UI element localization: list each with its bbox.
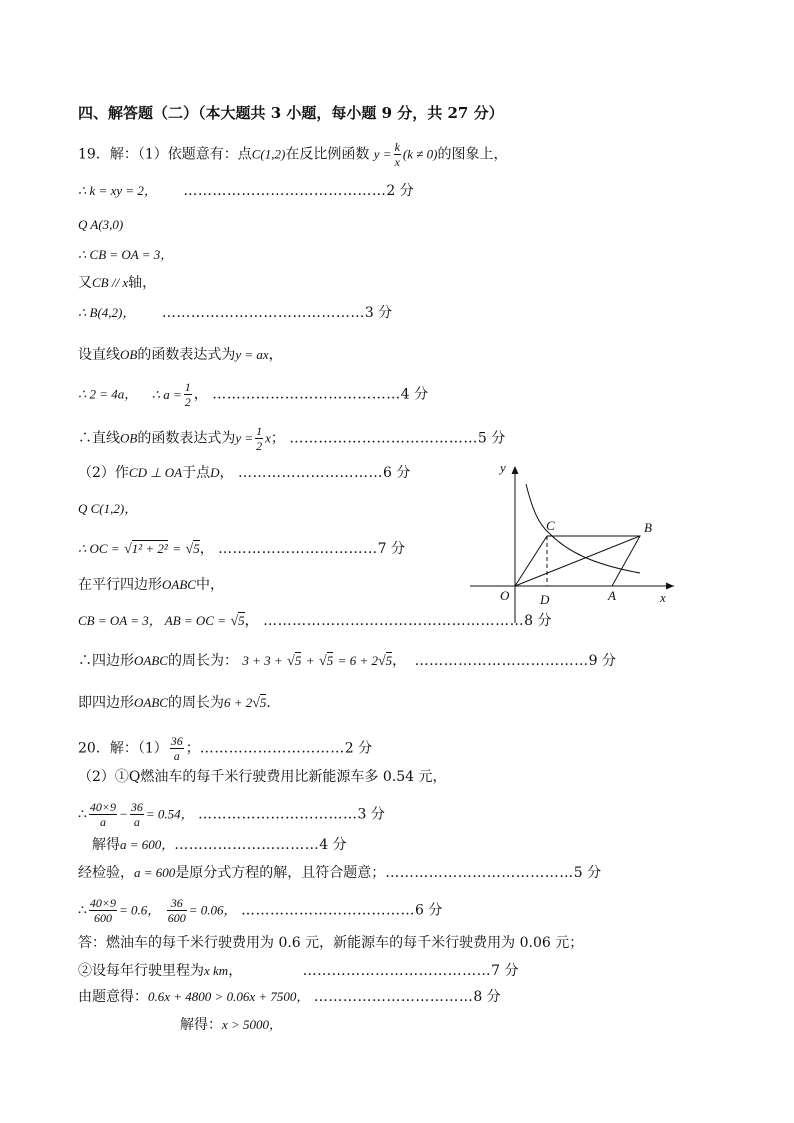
q19-l8-num: 1 xyxy=(256,424,263,438)
q19-l8-expr: y = xyxy=(235,430,254,446)
q19-l9-score: 6 分 xyxy=(382,465,411,481)
q19-line-3: ∴ CB = OA = 3， xyxy=(78,247,174,262)
q20-l6-score: 6 分 xyxy=(415,902,443,919)
q20-l4-expr: a = 600， xyxy=(120,837,175,852)
q19-l9-d: D xyxy=(210,465,220,480)
q19-l6-expr: y = ax xyxy=(235,347,269,362)
q20-l5-expr: a = 600 xyxy=(134,865,176,880)
q19-l13-expr: CB = OA = 3， AB = OC = xyxy=(78,613,227,628)
q19-l14-r2: 5 xyxy=(326,653,334,668)
q19-l6-post: ， xyxy=(268,347,283,363)
q20-l8-expr: x km xyxy=(204,963,229,978)
q19-func-lhs: y = xyxy=(373,146,392,162)
y-axis-arrow xyxy=(512,466,519,474)
q20-l6-frac1 xyxy=(89,896,117,925)
q19-line-9 xyxy=(78,464,410,482)
q19-l13-rad: 5 xyxy=(238,613,245,628)
q19-l11-post: ， xyxy=(199,541,214,557)
q20-line-1 xyxy=(78,734,372,763)
q19-l9-post: ， xyxy=(219,465,234,481)
q19-l11-eq: = xyxy=(172,541,182,556)
q20-l5-post: 是原分式方程的解，且符合题意； xyxy=(175,865,386,881)
q19-l11-radicand: 1² + 2² xyxy=(131,541,168,556)
q19-line-4 xyxy=(78,274,156,292)
q19-l9-expr: CD ⊥ OA xyxy=(128,465,183,480)
q19-l8-x: x xyxy=(265,430,271,446)
q19-line-5 xyxy=(78,304,392,322)
q19-intro xyxy=(78,140,507,169)
q19-line-7 xyxy=(78,380,428,409)
q19-l4-post: 轴， xyxy=(128,275,157,291)
label-o: O xyxy=(500,588,510,603)
q19-line-2: Q A(3,0) xyxy=(78,217,124,232)
q19-intro-point: C(1,2) xyxy=(251,146,286,162)
q20-line-4 xyxy=(92,836,347,854)
q20-l5-score: 5 分 xyxy=(573,865,602,881)
q20-l3-frac1 xyxy=(89,800,117,829)
q19-l6-pre: 设直线 xyxy=(78,347,120,363)
q19-l7-den: 2 xyxy=(184,395,191,409)
q19-func-frac xyxy=(394,140,401,169)
q19-l7-num: 1 xyxy=(184,380,191,394)
q20-l5-dots: ………………………………… xyxy=(385,865,574,881)
q19-l1-score: 2 分 xyxy=(386,183,414,199)
q19-line-12 xyxy=(78,576,224,594)
q19-l5-expr: ∴ B(4,2)， xyxy=(78,305,136,320)
q19-l7-expr2: ∴ a = xyxy=(151,386,182,402)
q20-l3-num1: 40×9 xyxy=(89,800,117,814)
q19-l5-score: 3 分 xyxy=(364,305,393,321)
section-heading: 四、解答题（二）（本大题共 3 小题，每小题 9 分，共 27 分） xyxy=(78,104,504,122)
q19-l13-dots: ……………………………………………… xyxy=(263,613,525,629)
q20-l1-pre: 20．解：（1） xyxy=(78,740,168,757)
q19-l15-post: ． xyxy=(266,695,281,711)
q19-intro-suffix: 的图象上， xyxy=(437,146,508,163)
q19-l11-expr: ∴ OC = xyxy=(78,541,120,556)
label-x: x xyxy=(660,590,666,605)
q20-l6-num2: 36 xyxy=(167,896,187,911)
q19-l14-score: 9 分 xyxy=(588,653,616,669)
q20-l10-expr: x > 5000， xyxy=(222,1017,283,1032)
q19-line-11: ∴ OC = √1² + 2² = √5， ……………………………7 分 xyxy=(78,541,406,557)
q19-func-num: k xyxy=(394,140,400,154)
q20-l6-pre: ∴ xyxy=(78,902,87,919)
q19-func-den: x xyxy=(394,155,400,169)
q20-l6-frac2 xyxy=(167,896,187,925)
q20-l5-pre: 经检验， xyxy=(78,865,134,881)
q19-l15-pre: 即四边形 xyxy=(78,695,134,711)
q19-l8-pre: ∴直线 xyxy=(78,430,120,447)
q19-l7-dots: ………………………………… xyxy=(212,386,401,403)
q19-l11-rad5: 5 xyxy=(193,541,200,556)
q19-line-14: ∴四边形OABC的周长为： 3 + 3 + √5 + √5 = 6 + 2√5， ………………………………9 分 xyxy=(78,653,616,669)
q20-l3-frac2 xyxy=(130,800,144,829)
q19-l7-frac xyxy=(184,380,192,409)
q19-l4-expr: CB // x xyxy=(92,275,129,290)
q20-l4-score: 4 分 xyxy=(319,837,347,853)
q20-l1-den: a xyxy=(173,749,180,763)
q20-l1-post: ； xyxy=(185,740,200,757)
q19-l14-r3: 5 xyxy=(385,653,393,668)
parallelogram-figure xyxy=(462,458,682,628)
q20-l1-num: 36 xyxy=(170,734,183,748)
q19-l8-dots: ………………………………… xyxy=(289,430,478,447)
q20-l4-pre: 解得 xyxy=(92,837,120,853)
q19-l8-den: 2 xyxy=(256,439,263,453)
q19-l7-expr1: ∴ 2 = 4a， xyxy=(78,386,138,402)
q20-l3-eq: = 0.54， xyxy=(145,806,194,822)
q19-line-13: CB = OA = 3， AB = OC = √5， ………………………………………………8 分 xyxy=(78,613,552,629)
q20-l10-pre: 解得： xyxy=(180,1017,222,1033)
q20-l3-den1: a xyxy=(99,815,106,829)
q19-l5-dots: …………………………………… xyxy=(161,305,365,321)
q19-l14-plus: + xyxy=(305,653,315,668)
q19-l8-ob: OB xyxy=(120,430,138,446)
q19-line-8 xyxy=(78,424,505,453)
q19-l14-eq: = 6 + 2 xyxy=(337,653,378,668)
q19-l6-ob: OB xyxy=(120,347,138,362)
q20-l6-den1: 600 xyxy=(93,911,112,925)
q19-l12-pre: 在平行四边形 xyxy=(78,577,162,593)
q20-l4-dots: ………………………… xyxy=(174,837,320,853)
q19-l8-frac xyxy=(255,424,263,453)
label-a: A xyxy=(608,588,616,603)
label-b: B xyxy=(644,520,652,535)
q19-line-15: 即四边形OABC的周长为6 + 2√5． xyxy=(78,695,281,711)
q19-intro-mid: 在反比例函数 xyxy=(285,146,370,163)
q19-l15-rad: 5 xyxy=(259,695,267,710)
q19-l12-name: OABC xyxy=(162,577,196,592)
q20-l3-score: 3 分 xyxy=(357,806,385,823)
q20-l9-pre: 由题意得： xyxy=(78,989,148,1005)
q19-l9-dots: ………………………… xyxy=(237,465,383,481)
q20-l3-minus: − xyxy=(119,806,128,822)
q20-l1-dots: ………………………… xyxy=(199,740,345,757)
q19-l13-score: 8 分 xyxy=(524,613,552,629)
q19-l7-score: 4 分 xyxy=(400,386,429,403)
q20-l1-score: 2 分 xyxy=(344,740,373,757)
q19-l11-score: 7 分 xyxy=(377,541,406,557)
q20-line-6 xyxy=(78,896,442,925)
q20-line-7: 答：燃油车的每千米行驶费用为 0.6 元，新能源车的每千米行驶费用为 0.06 元； xyxy=(78,935,584,951)
q19-l8-score: 5 分 xyxy=(477,430,506,447)
q20-l6-num1: 40×9 xyxy=(89,896,117,910)
q19-l7-comma: ， xyxy=(193,386,208,403)
q19-l14-dots: ……………………………… xyxy=(414,653,589,669)
q19-l14-post: ， xyxy=(392,653,407,669)
q20-l6-eq1: = 0.6， xyxy=(119,902,161,918)
q20-line-2: （2）①Q燃油车的每千米行驶费用比新能源车多 0.54 元， xyxy=(78,769,447,785)
q19-l15-name: OABC xyxy=(134,695,168,710)
q19-l14-pre: ∴四边形 xyxy=(78,653,134,669)
q20-l3-num2: 36 xyxy=(130,800,143,814)
q20-l6-den2: 600 xyxy=(167,911,186,925)
q19-l8-post: ； xyxy=(270,430,285,447)
q19-l9-mid: 于点 xyxy=(182,465,211,481)
q20-l6-eq2: = 0.06， xyxy=(188,902,237,918)
q20-line-3 xyxy=(78,800,385,829)
q19-l12-post: 中， xyxy=(195,577,224,593)
diagonal-ob xyxy=(515,536,640,586)
q19-l8-mid: 的函数表达式为 xyxy=(137,430,236,447)
q19-l13-post: ， xyxy=(244,613,259,629)
q20-l6-dots: ……………………………… xyxy=(241,902,415,919)
q19-line-6 xyxy=(78,346,283,364)
x-axis-arrow xyxy=(666,583,674,590)
q20-l9-score: 8 分 xyxy=(473,989,501,1005)
q19-l14-r1: 5 xyxy=(294,653,302,668)
q19-l9-pre: （2）作 xyxy=(78,465,129,481)
label-d: D xyxy=(540,592,550,607)
q20-line-10 xyxy=(180,1016,282,1034)
q19-l1-dots: …………………………………… xyxy=(183,183,387,199)
label-y: y xyxy=(500,460,506,475)
q19-l14-expr: 3 + 3 + xyxy=(242,653,283,668)
q20-l8-score: 7 分 xyxy=(491,963,519,979)
q19-func-cond: (k ≠ 0) xyxy=(402,146,438,162)
q19-l6-mid: 的函数表达式为 xyxy=(137,347,236,363)
q19-l1-expr: ∴ k = xy = 2， xyxy=(78,183,157,198)
q20-l9-expr: 0.6x + 4800 > 0.06x + 7500， xyxy=(148,989,310,1004)
q20-l8-post: ， xyxy=(228,963,243,979)
q20-l8-dots: ………………………………… xyxy=(302,963,492,979)
q20-l3-dots: …………………………… xyxy=(198,806,358,823)
q19-l4-pre: 又 xyxy=(78,275,92,291)
q19-l14-name: OABC xyxy=(134,653,168,668)
q19-l14-mid: 的周长为： xyxy=(167,653,238,669)
q20-l1-frac xyxy=(170,734,184,763)
q20-l8-pre: ②设每年行驶里程为 xyxy=(78,963,204,979)
hyperbola-curve xyxy=(526,484,640,573)
q19-l15-expr: 6 + 2 xyxy=(223,695,253,710)
q19-l11-dots: …………………………… xyxy=(218,541,378,557)
q19-intro-prefix: 19．解：（1）依题意有：点 xyxy=(78,146,252,163)
q20-l9-dots: …………………………… xyxy=(313,989,474,1005)
q20-line-9 xyxy=(78,988,501,1006)
q19-line-10: Q C(1,2)， xyxy=(78,501,138,516)
q20-line-8 xyxy=(78,962,519,980)
q20-line-5 xyxy=(78,864,601,882)
q19-line-1 xyxy=(78,182,414,200)
q20-l3-den2: a xyxy=(133,815,140,829)
q19-l15-mid: 的周长为 xyxy=(167,695,224,711)
label-c: C xyxy=(546,518,555,533)
q20-l3-pre: ∴ xyxy=(78,806,87,823)
